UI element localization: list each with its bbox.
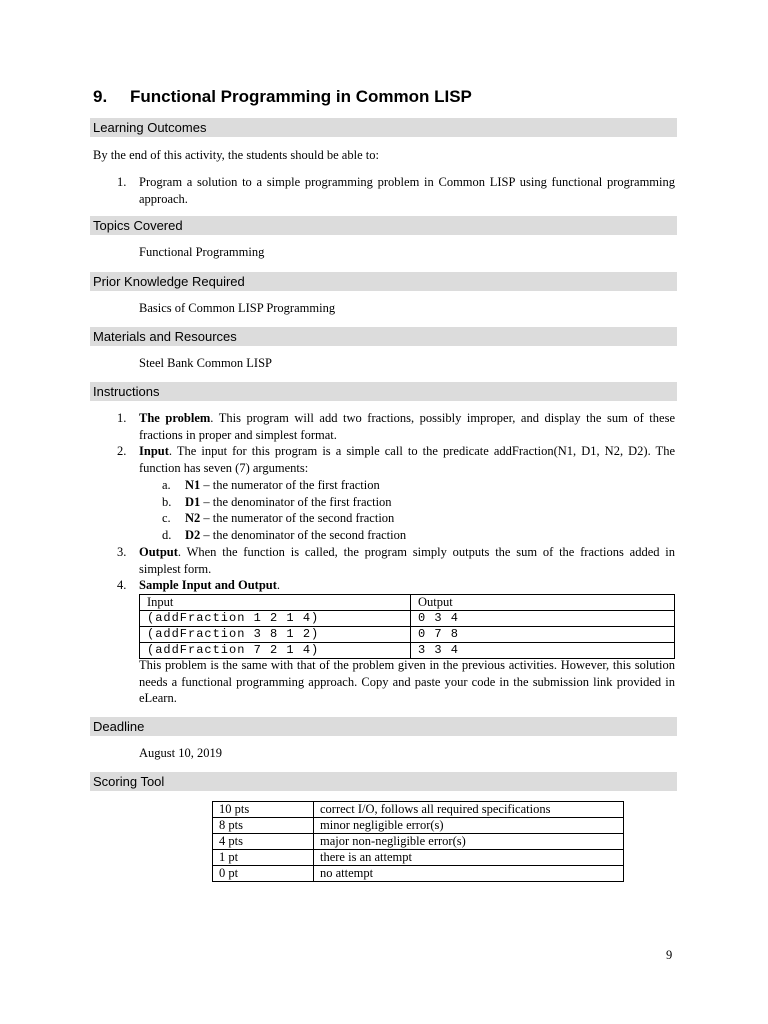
argument-marker: b. (162, 495, 172, 509)
instructions-header: Instructions (90, 382, 677, 401)
score-criteria: there is an attempt (314, 850, 624, 866)
argument-item (162, 510, 394, 527)
argument-desc: – the denominator of the second fraction (200, 528, 407, 542)
instruction-marker: 2. (117, 444, 127, 458)
table-row (140, 627, 675, 643)
materials-text: Steel Bank Common LISP (139, 356, 272, 370)
table-cell: (addFraction 3 8 1 2) (140, 627, 411, 643)
scoring-tool-header: Scoring Tool (90, 772, 677, 791)
instruction-marker: 3. (117, 545, 127, 559)
score-points: 10 pts (213, 802, 314, 818)
scoring-table (212, 801, 624, 882)
table-cell: 0 3 4 (411, 611, 675, 627)
instruction-bold: Sample Input and Output (139, 578, 277, 592)
topics-covered-text: Functional Programming (139, 245, 265, 259)
table-cell: 0 7 8 (411, 627, 675, 643)
page-title (93, 86, 472, 108)
table-cell: 3 3 4 (411, 643, 675, 659)
instruction-text: . When the function is called, the program simply outputs the sum of the fractions added in simplest form. (139, 545, 675, 576)
instruction-text: . The input for this program is a simple call to the predicate addFraction(N1, D1, N2, D2). The function has seven (7) arguments: (139, 444, 675, 475)
score-points: 4 pts (213, 834, 314, 850)
table-header-row (140, 595, 675, 611)
deadline-text: August 10, 2019 (139, 746, 222, 760)
instruction-marker: 1. (117, 411, 127, 425)
argument-name: D2 (185, 528, 201, 542)
table-row (213, 850, 624, 866)
instruction-marker: 4. (117, 578, 127, 592)
deadline-header: Deadline (90, 717, 677, 736)
learning-outcomes-header: Learning Outcomes (90, 118, 677, 137)
argument-desc: – the denominator of the first fraction (200, 495, 392, 509)
score-points: 1 pt (213, 850, 314, 866)
table-header-cell: Output (411, 595, 675, 611)
table-row (213, 834, 624, 850)
argument-marker: c. (162, 511, 171, 525)
instructions-note: This problem is the same with that of the problem given in the previous activities. However, this solution needs a functional programming approach. Copy and paste your code in the submission link provided in eLearn. (139, 658, 675, 705)
argument-item (162, 527, 406, 544)
table-row (213, 802, 624, 818)
page-number: 9 (666, 948, 673, 962)
table-cell: (addFraction 1 2 1 4) (140, 611, 411, 627)
argument-name: N1 (185, 478, 201, 492)
table-row (213, 818, 624, 834)
score-criteria: correct I/O, follows all required specifications (314, 802, 624, 818)
instruction-item-sample (139, 577, 675, 594)
instruction-item-problem (139, 410, 675, 443)
section-number: 9. (93, 87, 108, 106)
sample-io-table (139, 594, 675, 659)
outcome-marker: 1. (117, 175, 127, 189)
instruction-bold: Input (139, 444, 169, 458)
argument-name: D1 (185, 495, 201, 509)
argument-name: N2 (185, 511, 201, 525)
materials-header: Materials and Resources (90, 327, 677, 346)
topics-covered-header: Topics Covered (90, 216, 677, 235)
prior-knowledge-header: Prior Knowledge Required (90, 272, 677, 291)
score-points: 8 pts (213, 818, 314, 834)
instruction-bold: Output (139, 545, 178, 559)
argument-marker: a. (162, 478, 171, 492)
argument-item (162, 494, 392, 511)
table-header-cell: Input (140, 595, 411, 611)
instruction-text: . This program will add two fractions, possibly improper, and display the sum of these fractions in proper and simplest format. (139, 411, 675, 442)
instruction-item-output (139, 544, 675, 577)
argument-item (162, 477, 380, 494)
score-criteria: major non-negligible error(s) (314, 834, 624, 850)
outcome-text: Program a solution to a simple programming problem in Common LISP using functional programming approach. (139, 175, 675, 206)
score-points: 0 pt (213, 866, 314, 882)
table-cell: (addFraction 7 2 1 4) (140, 643, 411, 659)
score-criteria: no attempt (314, 866, 624, 882)
instruction-text: . (276, 578, 281, 592)
prior-knowledge-text: Basics of Common LISP Programming (139, 301, 336, 315)
score-criteria: minor negligible error(s) (314, 818, 624, 834)
table-row (140, 611, 675, 627)
title-text: Functional Programming in Common LISP (130, 87, 472, 106)
argument-marker: d. (162, 528, 172, 542)
argument-desc: – the numerator of the second fraction (200, 511, 395, 525)
learning-outcomes-intro: By the end of this activity, the students should be able to: (93, 148, 379, 162)
argument-desc: – the numerator of the first fraction (200, 478, 380, 492)
instruction-item-input (139, 443, 675, 476)
instruction-bold: The problem (139, 411, 211, 425)
table-row (213, 866, 624, 882)
